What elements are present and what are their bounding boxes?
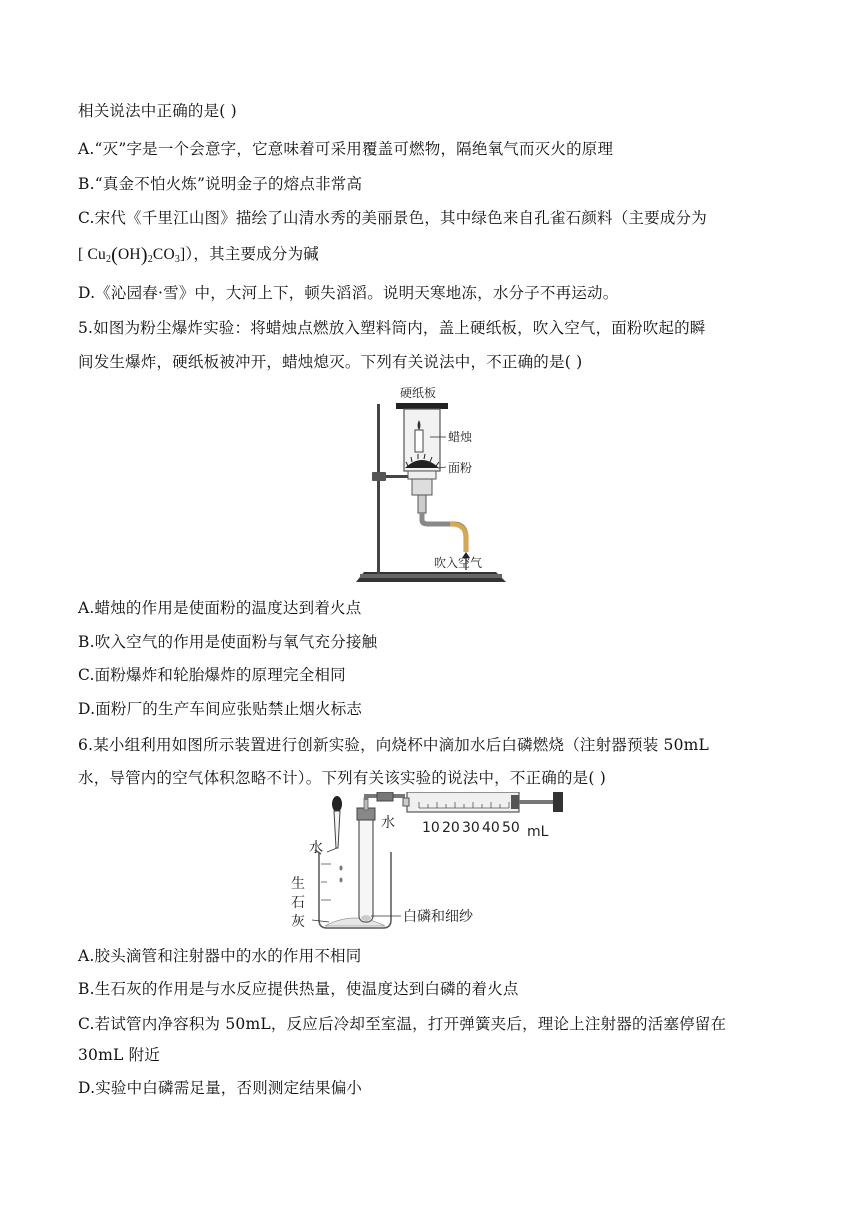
question-5-stem: 5.如图为粉尘爆炸实验：将蜡烛点燃放入塑料筒内，盖上硬纸板，吹入空气，面粉吹起的瞬 (78, 319, 706, 337)
question-6-option-a: A.胶头滴管和注射器中的水的作用不相同 (78, 947, 362, 965)
syringe-shape (407, 792, 519, 812)
question-4-option-c: C.宋代《千里江山图》描绘了山清水秀的美丽景色，其中绿色来自孔雀石颜料（主要成分为 (78, 209, 707, 227)
malachite-formula: [ $Cu_2(OH)_2CO_3$] (78, 244, 186, 266)
label-water-syringe: 水 (381, 815, 395, 831)
question-6-stem-cont: 水，导管内的空气体积忽略不计）。下列有关该实验的说法中，不正确的是( ) (78, 769, 606, 787)
scale-unit: mL (527, 824, 549, 840)
board-shape (396, 403, 448, 409)
label-quicklime-3: 灰 (291, 914, 305, 930)
quicklime-shape (325, 918, 385, 926)
question-4-option-a: A.“灭”字是一个会意字，它意味着可采用覆盖可燃物，隔绝氧气而灭火的原理 (78, 140, 614, 158)
beaker-shape (319, 852, 391, 928)
scale-label-30: 30 (462, 820, 480, 836)
scale-label-50: 50 (502, 820, 520, 836)
question-5-option-b: B.吹入空气的作用是使面粉与氧气充分接触 (78, 633, 378, 651)
question-4-option-d: D.《沁园春·雪》中，大河上下，顿失滔滔。说明天寒地冻，水分子不再运动。 (78, 284, 619, 302)
question-6-option-c: C.若试管内净容积为 50mL，反应后冷却至室温，打开弹簧夹后，理论上注射器的活塞停留在 (78, 1015, 727, 1033)
label-board: 硬纸板 (400, 386, 437, 400)
question-5-option-d: D.面粉厂的生产车间应张贴禁止烟火标志 (78, 700, 363, 718)
question-5-stem-cont: 间发生爆炸，硬纸板被冲开，蜡烛熄灭。下列有关说法中，不正确的是( ) (78, 353, 583, 371)
scale-label-10: 10 (422, 820, 440, 836)
dust-explosion-figure (350, 380, 510, 586)
scale-label-20: 20 (442, 820, 460, 836)
question-4-option-b: B.“真金不怕火炼”说明金子的熔点非常高 (78, 175, 363, 193)
label-quicklime-2: 石 (291, 895, 305, 911)
question-5-option-c: C.面粉爆炸和轮胎爆炸的原理完全相同 (78, 666, 346, 684)
label-candle: 蜡烛 (448, 430, 473, 444)
question-4-option-c-cont: [ $Cu_2(OH)_2CO_3$]），其主要成分为碱 (78, 244, 319, 266)
question-5-option-a: A.蜡烛的作用是使面粉的温度达到着火点 (78, 599, 362, 617)
question-6-stem: 6.某小组利用如图所示装置进行创新实验，向烧杯中滴加水后白磷燃烧（注射器预装 50mL (78, 736, 710, 754)
question-6-option-b: B.生石灰的作用是与水反应提供热量，使温度达到白磷的着火点 (78, 980, 519, 998)
label-air: 吹入空气 (434, 556, 483, 570)
question-4-stem-end: 相关说法中正确的是( ) (78, 102, 237, 120)
label-quicklime-1: 生 (291, 876, 305, 892)
label-water-dropper: 水 (309, 840, 323, 856)
question-6-option-d: D.实验中白磷需足量，否则测定结果偏小 (78, 1079, 363, 1097)
air-tube-shape (422, 513, 466, 552)
label-phosphorus: 白磷和细纱 (403, 909, 473, 925)
question-6-option-c-cont: 30mL 附近 (78, 1046, 161, 1064)
scale-label-40: 40 (482, 820, 500, 836)
phosphorus-apparatus-figure (285, 792, 575, 937)
test-tube-shape (359, 814, 373, 922)
candle-shape (415, 430, 423, 452)
label-flour: 面粉 (448, 461, 473, 475)
